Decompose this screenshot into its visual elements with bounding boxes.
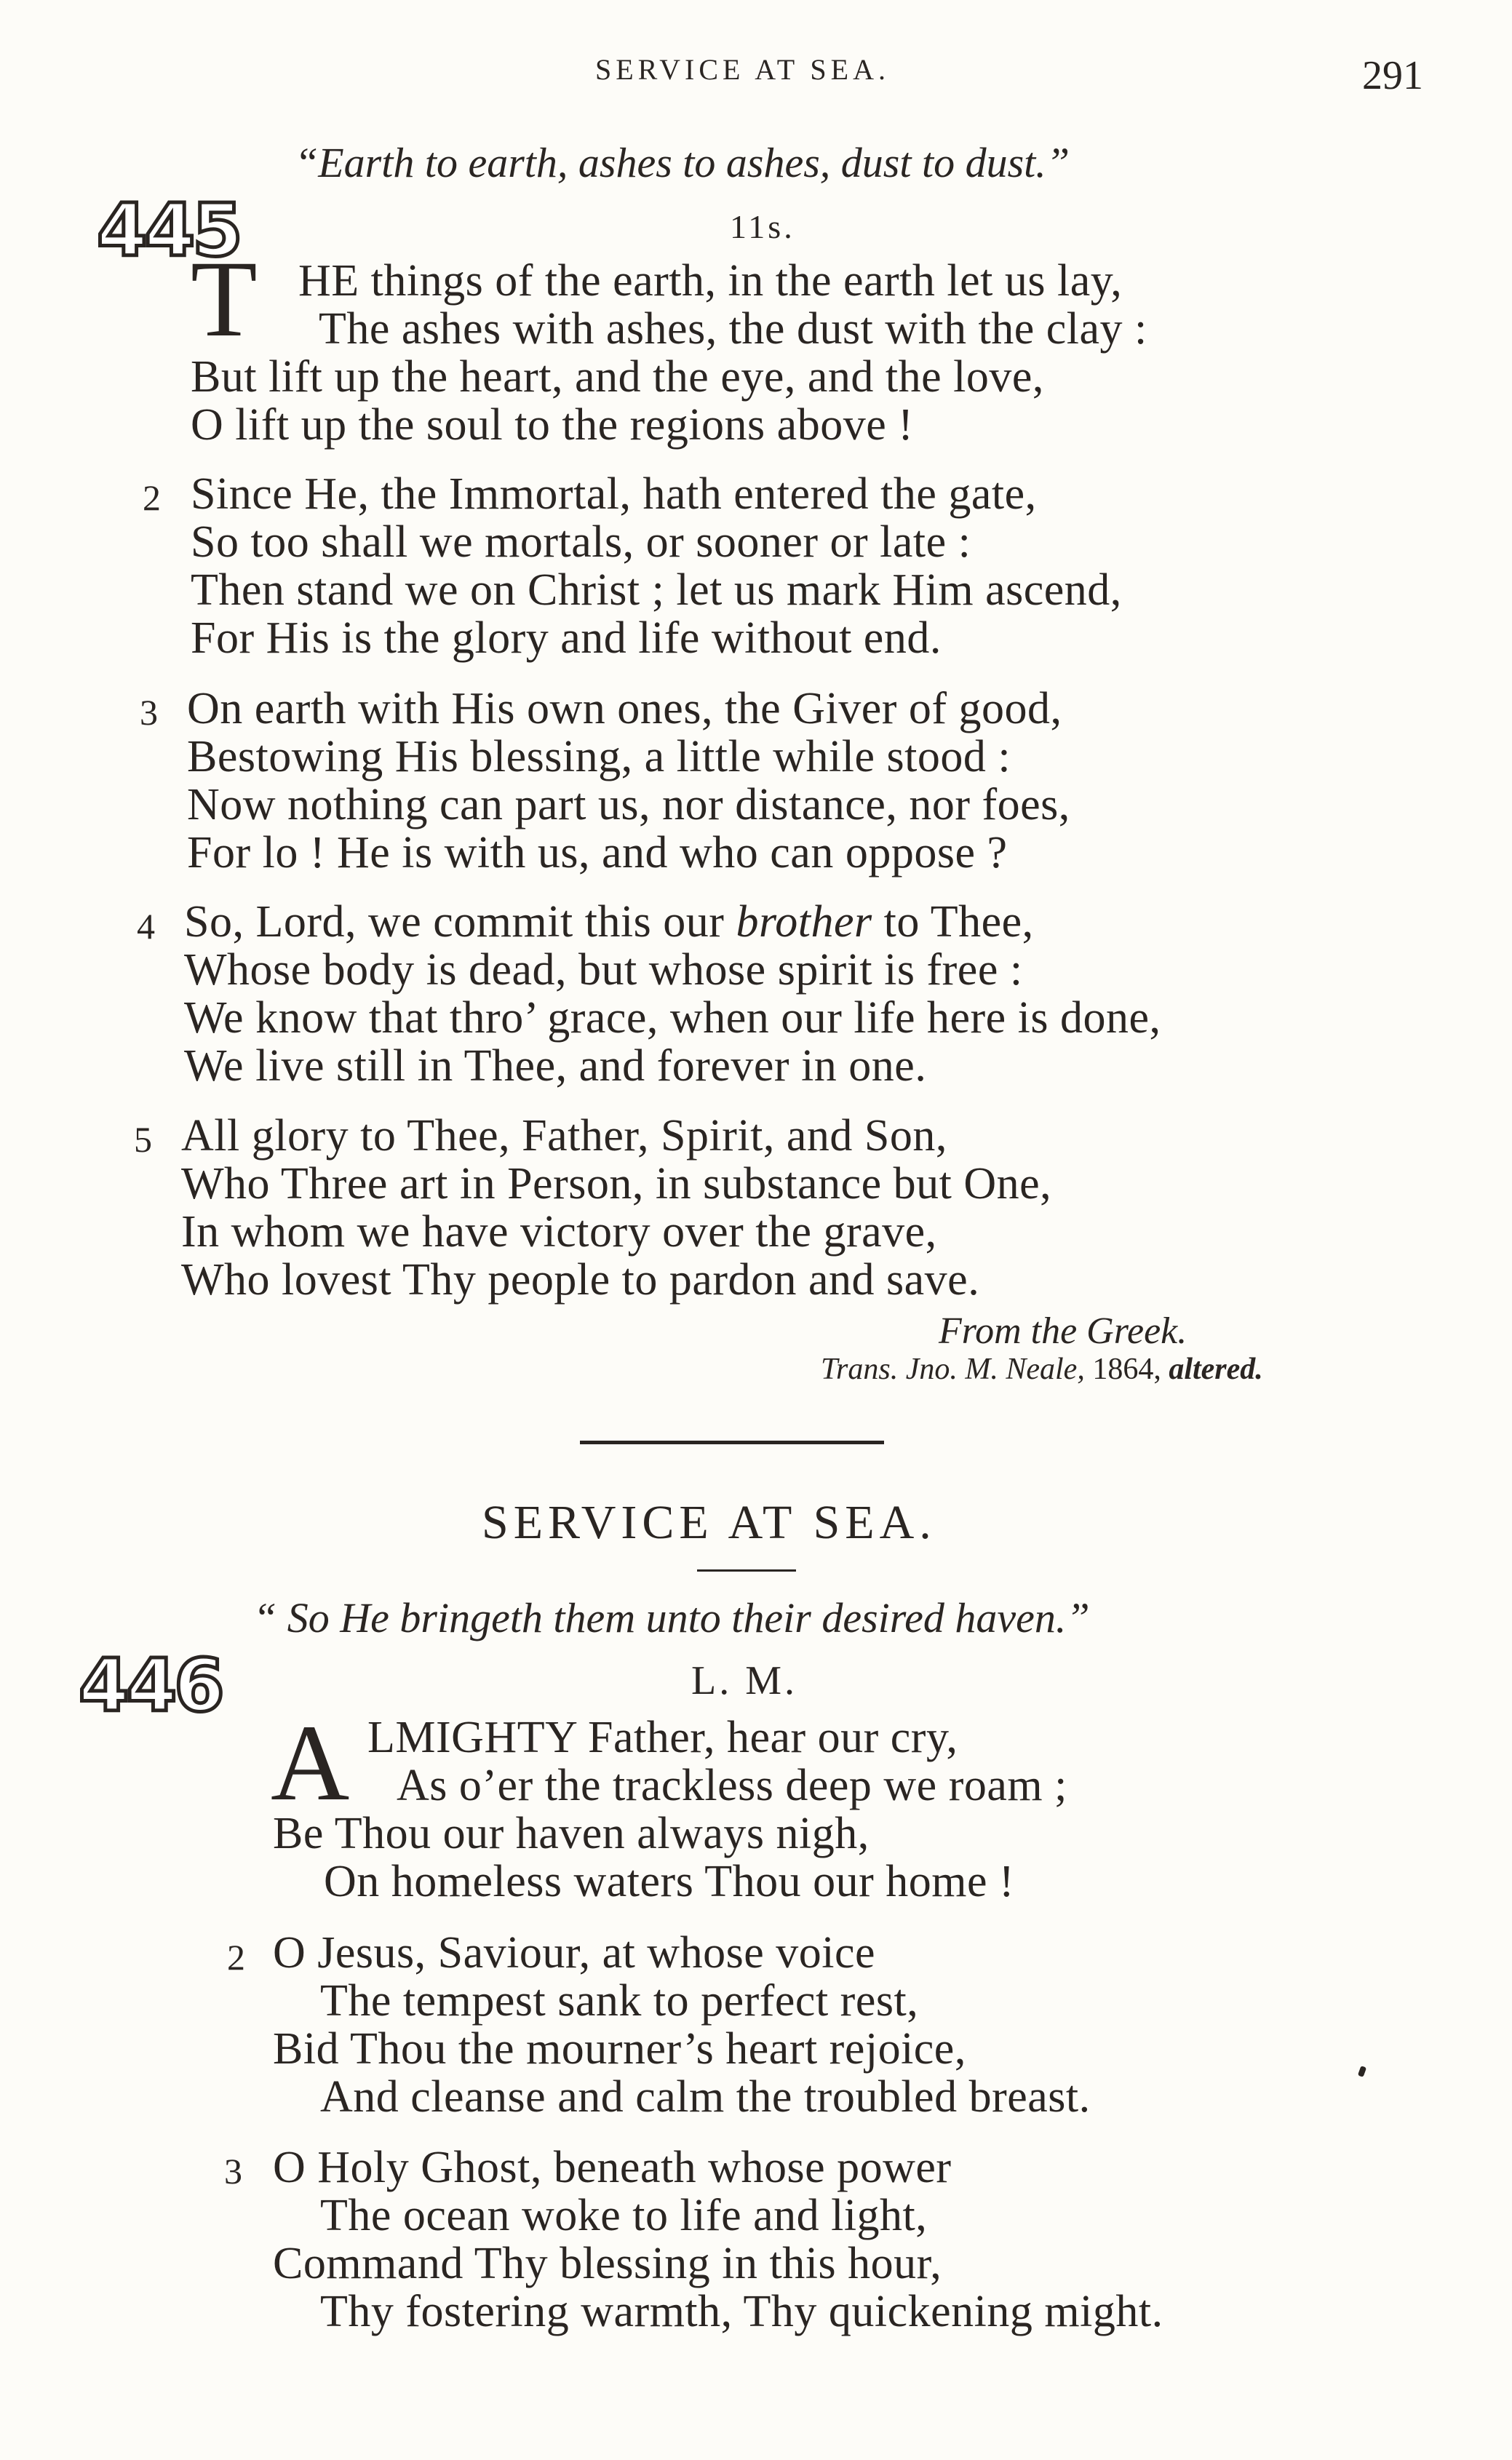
stanza-line: Thy fostering warmth, Thy quickening might. [320, 2287, 1163, 2336]
verse-number: 2 [227, 1937, 245, 1978]
verse-number: 2 [143, 477, 161, 518]
stanza-line: O Jesus, Saviour, at whose voice [273, 1928, 875, 1978]
verse-number: 4 [137, 906, 155, 947]
section-divider [580, 1441, 884, 1444]
section-title: SERVICE AT SEA. [482, 1496, 936, 1549]
stanza-line: LMIGHTY Father, hear our cry, [367, 1713, 958, 1762]
hymn-445-epigraph: “Earth to earth, ashes to ashes, dust to dust.” [295, 139, 1070, 186]
stanza-line: We live still in Thee, and forever in one. [184, 1041, 927, 1091]
stanza-line: All glory to Thee, Father, Spirit, and Son, [181, 1111, 947, 1161]
stanza-line: The ocean woke to life and light, [320, 2191, 928, 2240]
stanza-line: So too shall we mortals, or sooner or late : [191, 517, 971, 567]
verse-number: 3 [140, 692, 158, 733]
stanza-line: O Holy Ghost, beneath whose power [273, 2143, 952, 2192]
stanza-line: Command Thy blessing in this hour, [273, 2239, 942, 2288]
hymn-445-dropcap: T [191, 239, 258, 359]
stanza-line: And cleanse and calm the troubled breast. [320, 2072, 1091, 2122]
stanza-line: We know that thro’ grace, when our life here is done, [184, 993, 1161, 1043]
hymn-445-number: 445 [97, 188, 240, 273]
hymn-445-translator: Trans. Jno. M. Neale, 1864, altered. [821, 1353, 1263, 1386]
hymn-446-number: 446 [79, 1643, 222, 1728]
emphasis-brother: brother [736, 897, 872, 947]
stanza-line: For lo ! He is with us, and who can oppose ? [187, 828, 1008, 877]
stanza-line: In whom we have victory over the grave, [181, 1207, 937, 1257]
stanza-line: So, Lord, we commit this our brother to Thee, [184, 897, 1034, 947]
stanza-line: O lift up the soul to the regions above ! [191, 400, 914, 450]
hymn-446-meter: L. M. [691, 1658, 797, 1703]
stanza-line: The ashes with ashes, the dust with the clay : [319, 304, 1147, 354]
page-number: 291 [1362, 53, 1423, 98]
title-underline [697, 1569, 796, 1572]
running-head: SERVICE AT SEA. [595, 53, 890, 86]
hymn-446-epigraph: “ So He bringeth them unto their desired haven.” [253, 1594, 1090, 1641]
stanza-line: Who lovest Thy people to pardon and save. [181, 1255, 980, 1305]
stanza-line: HE things of the earth, in the earth let us lay, [298, 256, 1123, 306]
stanza-line: Whose body is dead, but whose spirit is free : [184, 945, 1023, 995]
stanza-line: Since He, the Immortal, hath entered the gate, [191, 469, 1037, 519]
stanza-line: Who Three art in Person, in substance but One, [181, 1159, 1052, 1209]
hymn-445-meter: 11s. [730, 208, 795, 245]
stanza-line: Bid Thou the mourner’s heart rejoice, [273, 2024, 966, 2074]
stanza-line: Now nothing can part us, nor distance, nor foes, [187, 780, 1070, 829]
stanza-line: Be Thou our haven always nigh, [273, 1809, 870, 1858]
ink-speck [1358, 2066, 1366, 2077]
stanza-line: On homeless waters Thou our home ! [324, 1857, 1015, 1906]
verse-number: 5 [134, 1119, 152, 1160]
stanza-line: Bestowing His blessing, a little while stood : [187, 732, 1011, 781]
stanza-line: But lift up the heart, and the eye, and the love, [191, 352, 1044, 402]
stanza-line: For His is the glory and life without end. [191, 613, 942, 663]
stanza-line: On earth with His own ones, the Giver of good, [187, 684, 1062, 733]
hymn-445-source: From the Greek. [939, 1310, 1187, 1352]
verse-number: 3 [224, 2151, 242, 2192]
stanza-line: Then stand we on Christ ; let us mark Him ascend, [191, 565, 1122, 615]
hymn-446-dropcap: A [271, 1703, 350, 1823]
stanza-line: As o’er the trackless deep we roam ; [397, 1761, 1067, 1810]
stanza-line: The tempest sank to perfect rest, [320, 1976, 919, 2026]
